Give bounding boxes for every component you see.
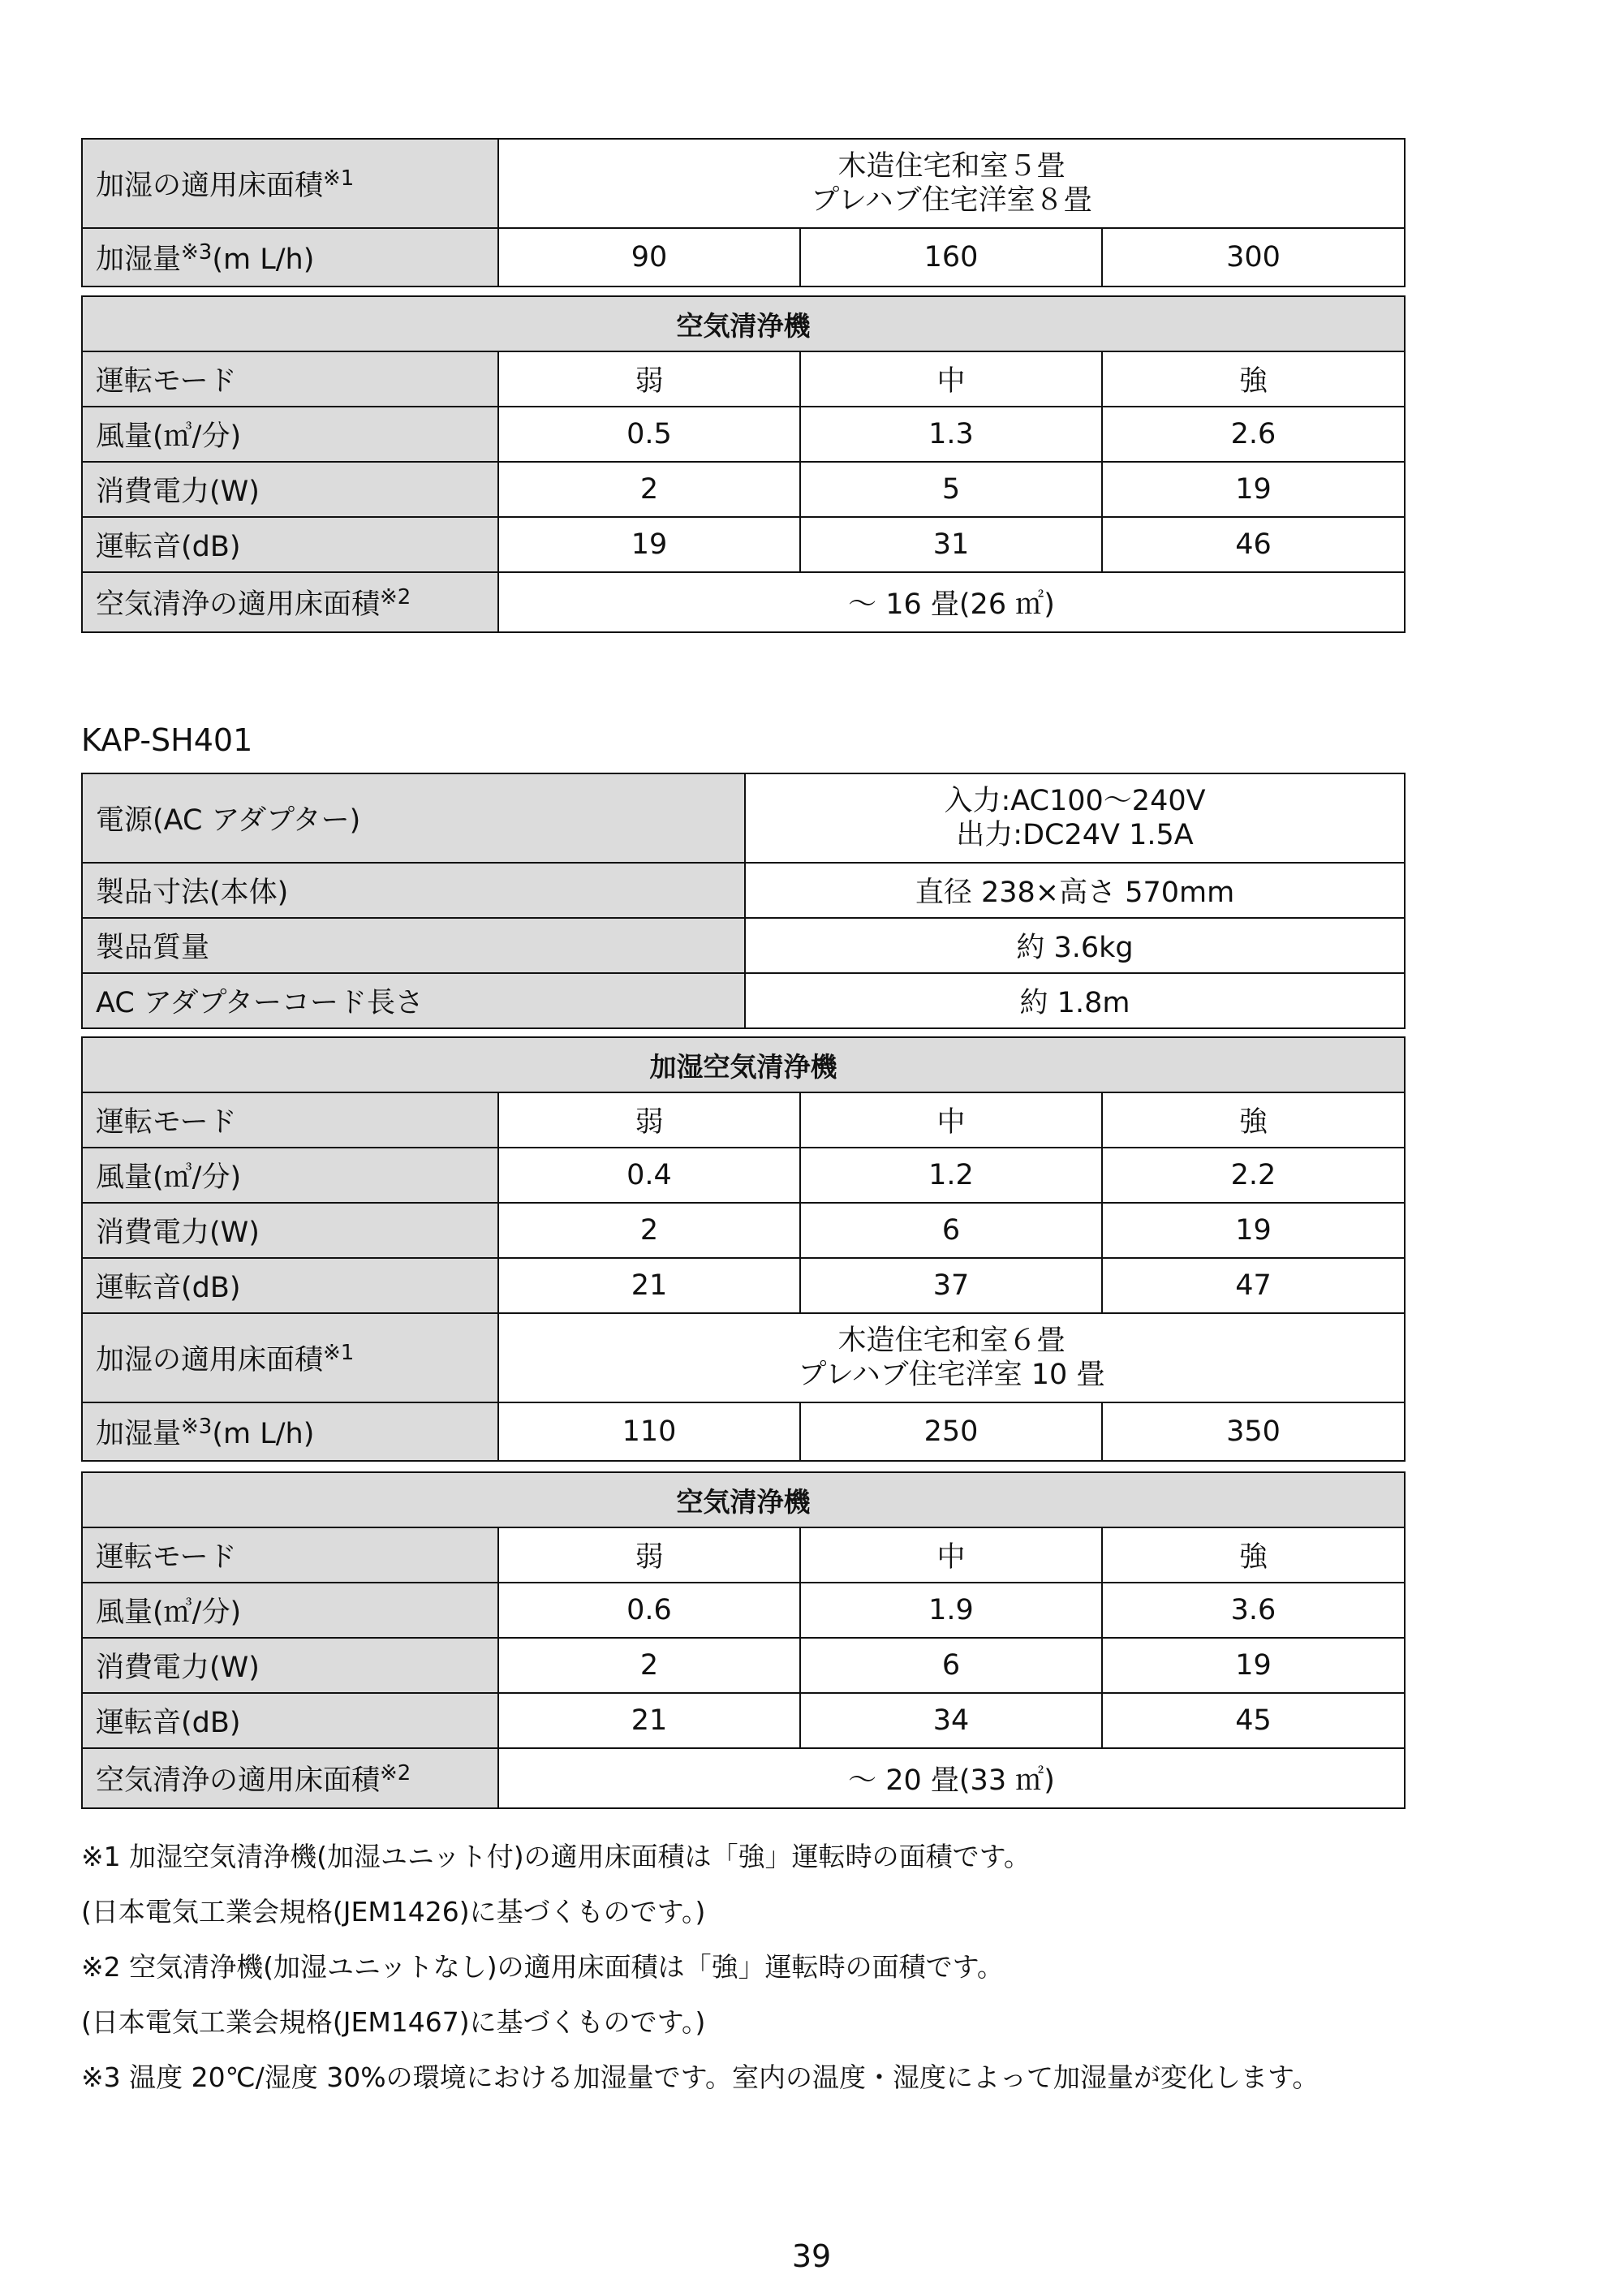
footnote-2: ※2 空気清浄機(加湿ユニットなし)の適用床面積は「強」運転時の面積です。 — [81, 1951, 1004, 1983]
row-mode — [82, 1527, 1405, 1583]
power-mid: 6 — [800, 1203, 1102, 1258]
humidify-amount-label: 加湿量$^{※3}$(m L/h) — [82, 228, 498, 286]
humidify-amount-high: 350 — [1102, 1402, 1405, 1461]
noise-low: 21 — [498, 1258, 800, 1313]
row-humidify-area — [82, 1313, 1405, 1402]
row-humidify-amount — [82, 1402, 1405, 1461]
humidify-area-label: 加湿の適用床面積$^{※1}$ — [82, 139, 498, 228]
purify-area-value: 〜 20 畳(33 ㎡) — [498, 1748, 1405, 1808]
mode-label: 運転モード — [82, 1092, 498, 1148]
power-mid: 5 — [800, 462, 1102, 517]
noise-mid: 37 — [800, 1258, 1102, 1313]
power-source-label: 電源(AC アダプター) — [82, 773, 745, 863]
footnote-3: ※3 温度 20℃/湿度 30%の環境における加湿量です。室内の温度・湿度によって加湿量が変化します。 — [81, 2061, 1319, 2093]
airflow-low: 0.4 — [498, 1148, 800, 1203]
humidify-amount-low: 90 — [498, 228, 800, 286]
mode-high: 強 — [1102, 1092, 1405, 1148]
power-high: 19 — [1102, 1638, 1405, 1693]
spec-table-top-purifier — [81, 295, 1406, 633]
power-label: 消費電力(W) — [82, 1638, 498, 1693]
airflow-high: 2.2 — [1102, 1148, 1405, 1203]
row-airflow — [82, 407, 1405, 462]
spec-table-humidifier — [81, 1036, 1406, 1462]
power-low: 2 — [498, 1203, 800, 1258]
model-name: KAP-SH401 — [81, 722, 253, 758]
noise-mid: 31 — [800, 517, 1102, 572]
airflow-high: 2.6 — [1102, 407, 1405, 462]
airflow-label: 風量(㎥/分) — [82, 407, 498, 462]
spec-table-purifier — [81, 1471, 1406, 1809]
noise-label: 運転音(dB) — [82, 1258, 498, 1313]
mode-mid: 中 — [800, 1092, 1102, 1148]
footnote-1: ※1 加湿空気清浄機(加湿ユニット付)の適用床面積は「強」運転時の面積です。 — [81, 1841, 1031, 1872]
spec-table-basic — [81, 773, 1406, 1029]
humidify-amount-low: 110 — [498, 1402, 800, 1461]
row-cord-length — [82, 973, 1405, 1028]
purify-area-label: 空気清浄の適用床面積$^{※2}$ — [82, 572, 498, 632]
row-mode — [82, 351, 1405, 407]
row-dimensions — [82, 863, 1405, 918]
airflow-label: 風量(㎥/分) — [82, 1148, 498, 1203]
noise-mid: 34 — [800, 1693, 1102, 1748]
airflow-low: 0.5 — [498, 407, 800, 462]
row-purify-area — [82, 1748, 1405, 1808]
humidify-area-value: 木造住宅和室６畳 プレハブ住宅洋室 10 畳 — [498, 1313, 1405, 1402]
noise-low: 21 — [498, 1693, 800, 1748]
power-low: 2 — [498, 462, 800, 517]
dimensions-value: 直径 238×高さ 570mm — [745, 863, 1405, 918]
row-airflow — [82, 1148, 1405, 1203]
purify-area-value: 〜 16 畳(26 ㎡) — [498, 572, 1405, 632]
section-header: 空気清浄機 — [82, 296, 1405, 351]
footnote-2-source: (日本電気工業会規格(JEM1467)に基づくものです。) — [81, 2006, 706, 2038]
page-number: 39 — [791, 2238, 832, 2274]
mode-label: 運転モード — [82, 351, 498, 407]
mode-low: 弱 — [498, 351, 800, 407]
row-weight — [82, 918, 1405, 973]
weight-label: 製品質量 — [82, 918, 745, 973]
noise-high: 47 — [1102, 1258, 1405, 1313]
mode-mid: 中 — [800, 351, 1102, 407]
humidify-amount-high: 300 — [1102, 228, 1405, 286]
section-header: 空気清浄機 — [82, 1472, 1405, 1527]
mode-high: 強 — [1102, 1527, 1405, 1583]
cord-label: AC アダプターコード長さ — [82, 973, 745, 1028]
row-noise — [82, 1258, 1405, 1313]
weight-value: 約 3.6kg — [745, 918, 1405, 973]
humidify-area-label: 加湿の適用床面積$^{※1}$ — [82, 1313, 498, 1402]
footnote-1-source: (日本電気工業会規格(JEM1426)に基づくものです。) — [81, 1896, 706, 1928]
row-humidify-amount — [82, 228, 1405, 286]
humidify-amount-label: 加湿量$^{※3}$(m L/h) — [82, 1402, 498, 1461]
airflow-mid: 1.9 — [800, 1583, 1102, 1638]
cord-value: 約 1.8m — [745, 973, 1405, 1028]
noise-high: 45 — [1102, 1693, 1405, 1748]
power-label: 消費電力(W) — [82, 1203, 498, 1258]
power-mid: 6 — [800, 1638, 1102, 1693]
mode-label: 運転モード — [82, 1527, 498, 1583]
power-high: 19 — [1102, 1203, 1405, 1258]
row-power — [82, 462, 1405, 517]
row-noise — [82, 1693, 1405, 1748]
mode-high: 強 — [1102, 351, 1405, 407]
row-mode — [82, 1092, 1405, 1148]
row-purify-area — [82, 572, 1405, 632]
noise-low: 19 — [498, 517, 800, 572]
humidify-amount-mid: 160 — [800, 228, 1102, 286]
power-high: 19 — [1102, 462, 1405, 517]
power-source-value: 入力:AC100〜240V 出力:DC24V 1.5A — [745, 773, 1405, 863]
row-power — [82, 1203, 1405, 1258]
mode-low: 弱 — [498, 1527, 800, 1583]
airflow-label: 風量(㎥/分) — [82, 1583, 498, 1638]
mode-low: 弱 — [498, 1092, 800, 1148]
spec-table-top — [81, 138, 1406, 287]
mode-mid: 中 — [800, 1527, 1102, 1583]
airflow-mid: 1.3 — [800, 407, 1102, 462]
airflow-mid: 1.2 — [800, 1148, 1102, 1203]
humidify-amount-mid: 250 — [800, 1402, 1102, 1461]
airflow-low: 0.6 — [498, 1583, 800, 1638]
row-power — [82, 1638, 1405, 1693]
row-humidify-area — [82, 139, 1405, 228]
noise-high: 46 — [1102, 517, 1405, 572]
row-power-source — [82, 773, 1405, 863]
airflow-high: 3.6 — [1102, 1583, 1405, 1638]
power-low: 2 — [498, 1638, 800, 1693]
noise-label: 運転音(dB) — [82, 517, 498, 572]
purify-area-label: 空気清浄の適用床面積$^{※2}$ — [82, 1748, 498, 1808]
power-label: 消費電力(W) — [82, 462, 498, 517]
noise-label: 運転音(dB) — [82, 1693, 498, 1748]
section-header: 加湿空気清浄機 — [82, 1037, 1405, 1092]
dimensions-label: 製品寸法(本体) — [82, 863, 745, 918]
humidify-area-value: 木造住宅和室５畳 プレハブ住宅洋室８畳 — [498, 139, 1405, 228]
row-airflow — [82, 1583, 1405, 1638]
row-noise — [82, 517, 1405, 572]
